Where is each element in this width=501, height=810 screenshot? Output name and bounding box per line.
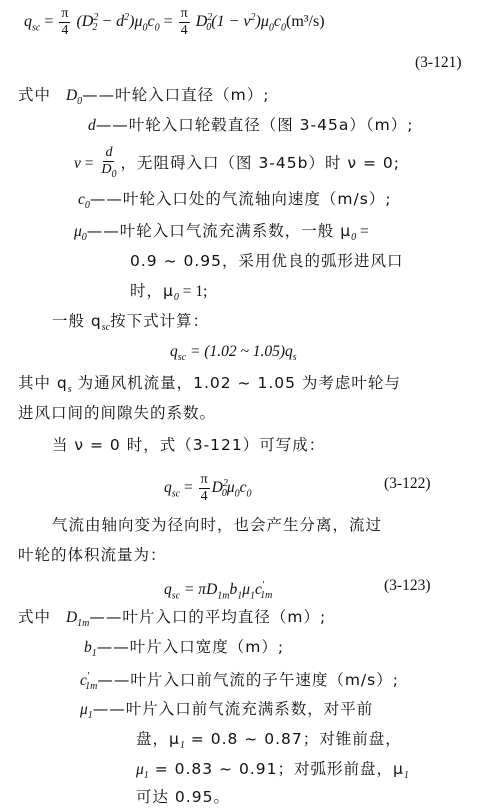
eq121-frac1-den: 4 <box>61 23 69 38</box>
defs1-mu0-line2: 0.9 ~ 0.95，采用优良的弧形进风口 <box>130 252 404 270</box>
defs1-nu-text: ，无阻碍入口（图 3-45b）时 ν = 0; <box>120 154 400 172</box>
eq121-part-c-sub: 0 <box>142 22 148 34</box>
eq121-part-i-sub: 0 <box>280 22 286 34</box>
eq121-part-g: (1 − ν <box>211 13 251 31</box>
eq121-lhs-sub: sc <box>32 22 41 34</box>
eq122-rhs3-sub: 0 <box>246 488 252 500</box>
eq121-frac2-den: 4 <box>180 23 188 38</box>
eq121-part-i: c <box>273 13 281 31</box>
defs2-mu1-line4: 可达 0.95。 <box>136 788 230 806</box>
defs2-mu1-line2-a: 盘，μ <box>136 730 180 748</box>
defs1-nu-den <box>99 162 118 183</box>
defs2-mu1-line2-sub: 1 <box>179 740 185 752</box>
defs2-c1m-sub: 1m <box>85 681 98 693</box>
para1 <box>52 310 209 339</box>
eq-qsc-rhs: = (1.02 ~ 1.05)q <box>186 343 293 360</box>
eq122-rhs-sup: 2 <box>222 478 228 489</box>
defs1-line-c0 <box>78 188 392 217</box>
para1-text-sub: sc <box>101 322 111 334</box>
eq121-part-b: − d <box>97 13 125 31</box>
eq121-part-a-sub: 2 <box>92 22 98 34</box>
eq121-frac2-num: π <box>180 6 188 21</box>
defs2-c1m-text: ——叶片入口前气流的子午速度（m/s）; <box>97 671 399 690</box>
eq123-rhs4-sup: ′ <box>261 580 265 591</box>
eq122-rhs: D <box>211 479 223 497</box>
para2-line1-a: 其中 q <box>18 374 68 392</box>
defs2-mu1-line2-b: = 0.8 ~ 0.87；对锥前盘， <box>184 730 402 748</box>
defs1-line-d0 <box>18 84 269 113</box>
eq121-part-e: = <box>159 13 177 31</box>
defs2-d1m-sub: 1m <box>77 618 90 630</box>
eq123-rhs3-sub: 1 <box>250 590 256 602</box>
defs1-mu0-text-end: = <box>356 223 369 240</box>
defs2-c1m-sym: c <box>80 672 87 690</box>
defs2-mu1-line3-sub: 1 <box>143 770 149 782</box>
defs1-mu0-text-sub: 0 <box>351 232 357 244</box>
defs2-lead: 式中 <box>18 608 52 626</box>
defs1-c0-sym: c <box>78 191 85 208</box>
equation-number-3-122: (3-122) <box>384 475 431 492</box>
para1-text-b: 按下式计算： <box>110 312 210 330</box>
defs1-d-sym: d <box>88 117 96 134</box>
defs1-nu-frac <box>99 145 118 183</box>
defs2-mu1-line3-a: μ <box>136 761 144 778</box>
eq121-part-d-sub: 0 <box>154 22 160 34</box>
defs2-mu1-line3-sub2: 1 <box>403 770 409 782</box>
para4-line2: 叶轮的体积流量为： <box>18 546 167 564</box>
eq121-part-g-sup: 2 <box>250 11 256 23</box>
defs1-nu-num: d <box>105 145 113 161</box>
defs1-c0-text: ——叶轮入口处的气流轴向速度（m/s）; <box>89 190 392 208</box>
eq121-part-a: (D <box>76 13 94 31</box>
eq122-rhs-sub: 0 <box>221 488 227 500</box>
eq122-rhs2: μ <box>226 479 235 497</box>
eq121-part-c: )μ <box>129 13 143 31</box>
eq122-rhs3: c <box>239 479 247 497</box>
equation-number-3-123: (3-123) <box>384 577 431 594</box>
para2-line1 <box>18 372 401 401</box>
defs1-d0-symbol <box>66 85 82 113</box>
eq-qsc-rhs-sub: s <box>292 352 297 364</box>
defs2-mu1-line2 <box>136 728 402 757</box>
defs2-mu1-text: ——叶片入口前气流充满系数，对平前 <box>92 700 374 718</box>
defs2-line-b1 <box>84 636 284 665</box>
defs1-mu0-text: ——叶轮入口气流充满系数，一般 μ <box>86 222 352 240</box>
para4-line1: 气流由轴向变为径向时，也会产生分离，流过 <box>52 516 383 534</box>
para2-line1-b: 为通风机流量，1.02 ~ 1.05 为考虑叶轮与 <box>71 374 401 392</box>
eq123-lhs: q <box>164 581 172 599</box>
defs2-line-c1m <box>80 666 399 698</box>
eq121-part-f-sup: 2 <box>207 11 213 23</box>
defs1-mu0-sym: μ <box>74 223 82 240</box>
para2-line1-sub: s <box>67 384 72 396</box>
eq-qsc-lhs: q <box>170 343 178 360</box>
eq123-rhs: = πD <box>180 581 218 599</box>
para2-line2: 进风口间的间隙失的系数。 <box>18 404 217 422</box>
defs2-mu1-sym: μ <box>80 701 88 718</box>
eq122-rhs2-sub: 0 <box>234 488 240 500</box>
para3: 当 ν = 0 时，式（3-121）可写成： <box>52 436 326 454</box>
eq123-rhs2: b <box>229 581 238 599</box>
equation-3-122 <box>164 464 252 514</box>
eq122-frac <box>199 472 210 505</box>
defs2-mu1-sub: 1 <box>87 710 93 722</box>
para1-text-a: 一般 q <box>52 312 102 330</box>
defs1-nu-eq: = <box>80 155 98 172</box>
eq123-rhs2-sub: 1 <box>237 590 243 602</box>
defs1-mu0-line3 <box>130 280 207 309</box>
defs2-b1-sym: b <box>84 639 92 656</box>
defs1-line-nu <box>74 144 400 183</box>
eq121-frac1-num: π <box>61 6 69 21</box>
eq121-part-d: c <box>147 13 155 31</box>
defs1-d0-sub: 0 <box>77 96 83 108</box>
eq123-rhs4-sub: 1m <box>260 590 273 602</box>
equation-number-3-121: (3-121) <box>415 54 462 71</box>
eq121-part-f: D <box>195 13 208 31</box>
defs1-lead: 式中 <box>18 86 52 104</box>
defs1-d-text: ——叶轮入口轮毂直径（图 3-45a）（m）; <box>95 116 414 134</box>
defs2-mu1-line3 <box>136 758 409 787</box>
equation-3-123 <box>164 575 272 607</box>
defs1-line-d <box>88 114 413 137</box>
eq121-part-h-sub: 0 <box>268 22 274 34</box>
defs1-mu0-line3-b: = 1; <box>178 283 208 300</box>
defs1-mu0-line3-a: 时，μ <box>130 282 174 300</box>
eq123-rhs4: c <box>255 581 262 599</box>
defs1-d0-text: ——叶轮入口直径（m）; <box>82 86 270 104</box>
defs2-d1m-text: ——叶片入口的平均直径（m）; <box>89 608 327 626</box>
eq-qsc-lhs-sub: sc <box>177 352 187 364</box>
defs2-d1m-sym: D <box>65 609 78 626</box>
defs1-nu-den-sub: 0 <box>111 168 117 180</box>
defs2-b1-sub: 1 <box>91 648 97 660</box>
eq121-unit: (m³/s) <box>285 13 325 31</box>
defs2-mu1-line3-b: = 0.83 ~ 0.91；对弧形前盘，μ <box>148 760 404 778</box>
eq121-lhs: q <box>24 13 32 31</box>
eq123-rhs-sub: 1m <box>217 590 230 602</box>
defs2-line-mu1 <box>80 698 373 727</box>
defs1-mu0-line3-sub: 0 <box>173 292 179 304</box>
eq122-lhs: q <box>164 479 172 497</box>
eq122-frac-num: π <box>200 472 208 488</box>
defs1-d0-sym: D <box>65 87 78 104</box>
eq121-part-h: )μ <box>255 13 269 31</box>
defs2-line-d1m <box>18 606 326 635</box>
defs2-b1-text: ——叶片入口宽度（m）; <box>96 638 285 656</box>
eq123-rhs3: μ <box>242 581 251 599</box>
equation-3-121: $q_{sc}$ = $\frac{\pi}{4}$ $(D^2_2 - d^2)\mu_0c_0$ = $\frac{\pi}{4}$ $D^2_0(1 - \nu^2)\mu_0c_0(m^3/s)$ <box>24 6 325 38</box>
defs1-line-mu0 <box>74 220 369 249</box>
eq121-part-b-sup: 2 <box>124 11 130 23</box>
eq122-frac-den: 4 <box>200 489 208 505</box>
defs1-nu-sym: ν <box>74 155 81 172</box>
defs1-mu0-sub: 0 <box>81 232 87 244</box>
eq121-frac-2 <box>179 6 190 39</box>
eq121-part-a-sup: 2 <box>93 11 99 23</box>
eq123-lhs-sub: sc <box>171 590 181 602</box>
defs1-nu-den-sym: D <box>101 162 112 178</box>
defs1-c0-sub: 0 <box>84 200 90 212</box>
eq121-frac-1 <box>59 6 70 39</box>
defs2-c1m-sup: ′ <box>86 671 90 682</box>
eq122-lhs-sub: sc <box>171 488 181 500</box>
eq122-eq: = <box>180 479 197 497</box>
eq121-part-f-sub: 0 <box>206 22 212 34</box>
equation-qsc <box>170 341 297 369</box>
defs2-d1m-symbol <box>66 607 89 635</box>
